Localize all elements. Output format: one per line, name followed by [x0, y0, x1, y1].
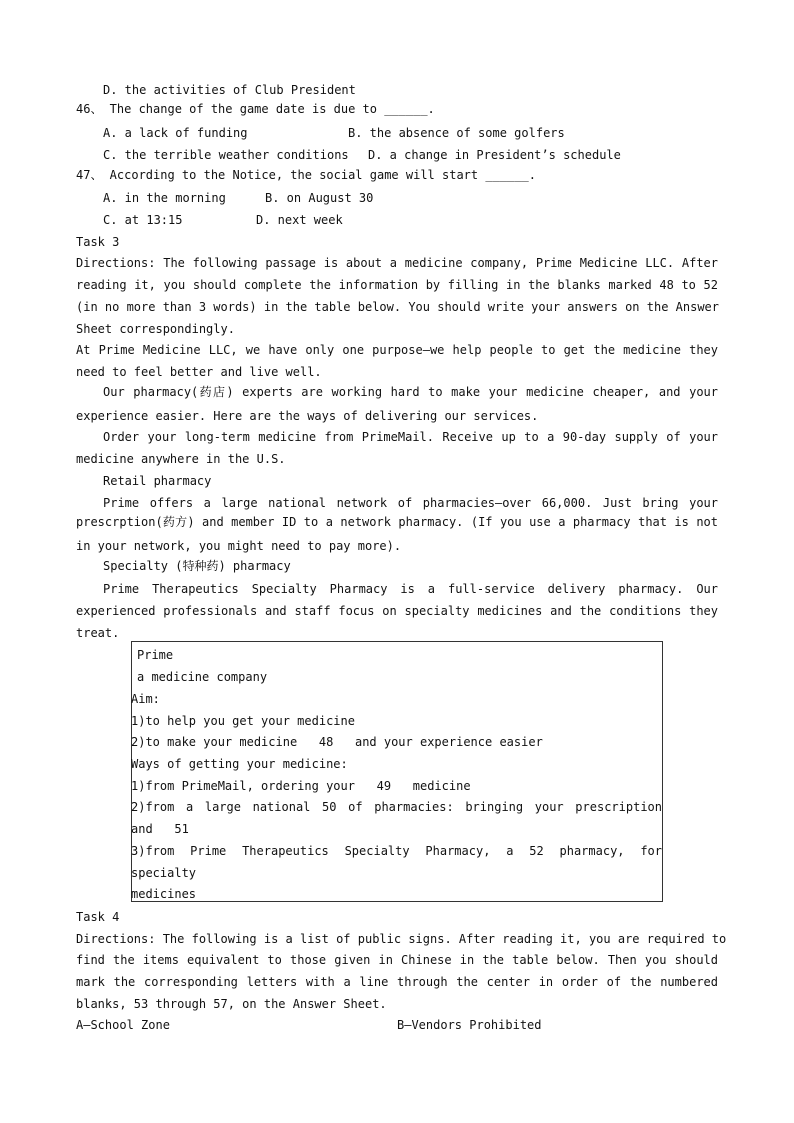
passage-p5-line: Prime Therapeutics Specialty Pharmacy is a full-service delivery pharmacy. Our [103, 582, 718, 596]
passage-p4-line: Prime offers a large national network of pharmacies—over 66,000. Just bring your [103, 496, 718, 510]
task4-directions-line: blanks, 53 through 57, on the Answer Sheet. [76, 997, 387, 1011]
q47-option-a: A. in the morning [103, 191, 226, 205]
task3-directions-line: Sheet correspondingly. [76, 322, 235, 336]
task3-directions-line: reading it, you should complete the information by filling in the blanks marked 48 to 52 [76, 278, 718, 292]
table-aim-2: 2)to make your medicine 48 and your experience easier [131, 735, 543, 749]
table-way-3-cont: medicines [131, 887, 197, 901]
passage-p1-line: need to feel better and live well. [76, 365, 322, 379]
passage-p3-line: medicine anywhere in the U.S. [76, 452, 286, 466]
q46-option-b: B. the absence of some golfers [348, 126, 565, 140]
passage-p3-line: Order your long-term medicine from PrimeMail. Receive up to a 90-day supply of your [103, 430, 718, 444]
passage-p5-line: treat. [76, 626, 120, 640]
table-way-2-cont: and 51 [131, 822, 189, 836]
table-aim-1: 1)to help you get your medicine [131, 714, 355, 728]
retail-pharmacy-heading: Retail pharmacy [103, 474, 212, 488]
table-way-3: 3)from Prime Therapeutics Specialty Pharmacy, a 52 pharmacy, for [131, 844, 662, 858]
q45-option-d: D. the activities of Club President [103, 83, 356, 97]
task4-heading: Task 4 [76, 910, 120, 924]
q46-option-a: A. a lack of funding [103, 126, 248, 140]
q47-option-c: C. at 13:15 [103, 213, 183, 227]
task3-directions-line: Directions: The following passage is about a medicine company, Prime Medicine LLC. After [76, 256, 718, 270]
passage-p5-line: experienced professionals and staff focus on specialty medicines and the conditions they [76, 604, 718, 618]
q46-option-d: D. a change in President’s schedule [368, 148, 621, 162]
q46-stem: 46、 The change of the game date is due to ______. [76, 102, 435, 116]
table-line-company: Prime [137, 648, 174, 662]
task4-directions-line: Directions: The following is a list of public signs. After reading it, you are required to [76, 932, 727, 946]
task4-directions-line: find the items equivalent to those given in Chinese in the table below. Then you should [76, 953, 718, 967]
sign-a: A—School Zone [76, 1018, 170, 1032]
sign-b: B—Vendors Prohibited [397, 1018, 542, 1032]
task4-directions-line: mark the corresponding letters with a line through the center in order of the numbered [76, 975, 718, 989]
table-ways-label: Ways of getting your medicine: [131, 757, 348, 771]
passage-p4-line: prescrption(药方) and member ID to a network pharmacy. (If you use a pharmacy that is not [76, 515, 718, 529]
table-way-1: 1)from PrimeMail, ordering your 49 medicine [131, 779, 471, 793]
table-line-type: a medicine company [137, 670, 268, 684]
q46-option-c: C. the terrible weather conditions [103, 148, 349, 162]
q47-option-d: D. next week [256, 213, 343, 227]
passage-p2-line: experience easier. Here are the ways of delivering our services. [76, 409, 539, 423]
table-way-3-cont: specialty [131, 866, 197, 880]
q47-stem: 47、 According to the Notice, the social game will start ______. [76, 168, 536, 182]
specialty-pharmacy-heading: Specialty (特种药) pharmacy [103, 559, 291, 573]
table-aim-label: Aim: [131, 692, 160, 706]
q47-option-b: B. on August 30 [265, 191, 374, 205]
table-way-2: 2)from a large national 50 of pharmacies: bringing your prescription [131, 800, 662, 814]
passage-p1-line: At Prime Medicine LLC, we have only one purpose—we help people to get the medicine they [76, 343, 718, 357]
task3-directions-line: (in no more than 3 words) in the table below. You should write your answers on the Answer [76, 300, 719, 314]
passage-p4-line: in your network, you might need to pay more). [76, 539, 402, 553]
passage-p2-line: Our pharmacy(药店) experts are working hard to make your medicine cheaper, and your [103, 385, 718, 399]
task3-heading: Task 3 [76, 235, 120, 249]
